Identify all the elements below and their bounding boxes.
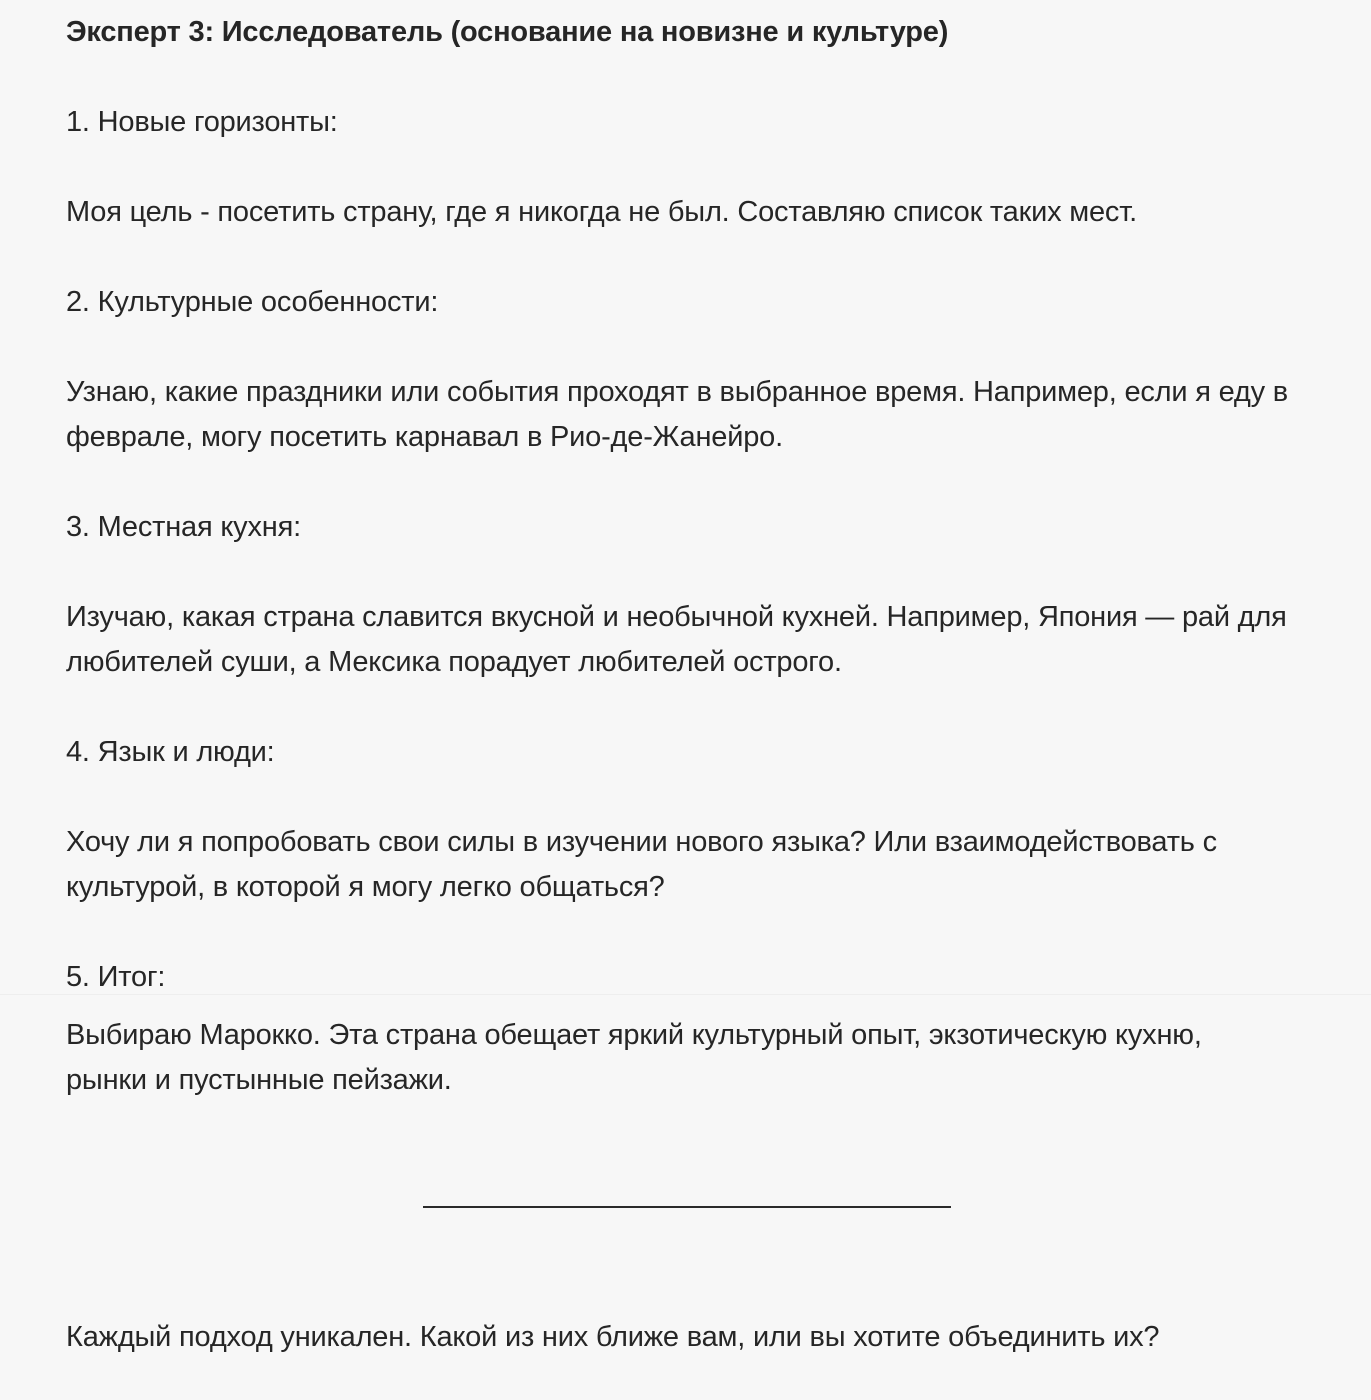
section-heading-3: 3. Местная кухня: <box>66 511 301 543</box>
screenshot-seam <box>0 994 1371 995</box>
closing-question: Каждый подход уникален. Какой из них ближе вам, или вы хотите объединить их? <box>66 1321 1160 1353</box>
section-heading-1: 1. Новые горизонты: <box>66 106 338 138</box>
horizontal-divider <box>423 1206 951 1208</box>
section-text-1: Моя цель - посетить страну, где я никогда не был. Составляю список таких мест. <box>66 196 1137 228</box>
section-heading-5: 5. Итог: <box>66 961 166 993</box>
section-text-3-line-2: любителей суши, а Мексика порадует любителей острого. <box>66 646 842 678</box>
section-text-2-line-1: Узнаю, какие праздники или события проходят в выбранное время. Например, если я еду в <box>66 376 1288 408</box>
document-body <box>66 0 1326 1400</box>
section-text-3-line-1: Изучаю, какая страна славится вкусной и необычной кухней. Например, Япония — рай для <box>66 601 1287 633</box>
section-text-5-line-2: рынки и пустынные пейзажи. <box>66 1064 452 1096</box>
section-heading-2: 2. Культурные особенности: <box>66 286 439 318</box>
section-text-5-line-1: Выбираю Марокко. Эта страна обещает яркий культурный опыт, экзотическую кухню, <box>66 1019 1202 1051</box>
section-heading-4: 4. Язык и люди: <box>66 736 275 768</box>
section-text-2-line-2: феврале, могу посетить карнавал в Рио-де-Жанейро. <box>66 421 783 453</box>
section-text-4-line-1: Хочу ли я попробовать свои силы в изучении нового языка? Или взаимодействовать с <box>66 826 1217 858</box>
expert-title: Эксперт 3: Исследователь (основание на новизне и культуре) <box>66 16 949 48</box>
section-text-4-line-2: культурой, в которой я могу легко общаться? <box>66 871 665 903</box>
